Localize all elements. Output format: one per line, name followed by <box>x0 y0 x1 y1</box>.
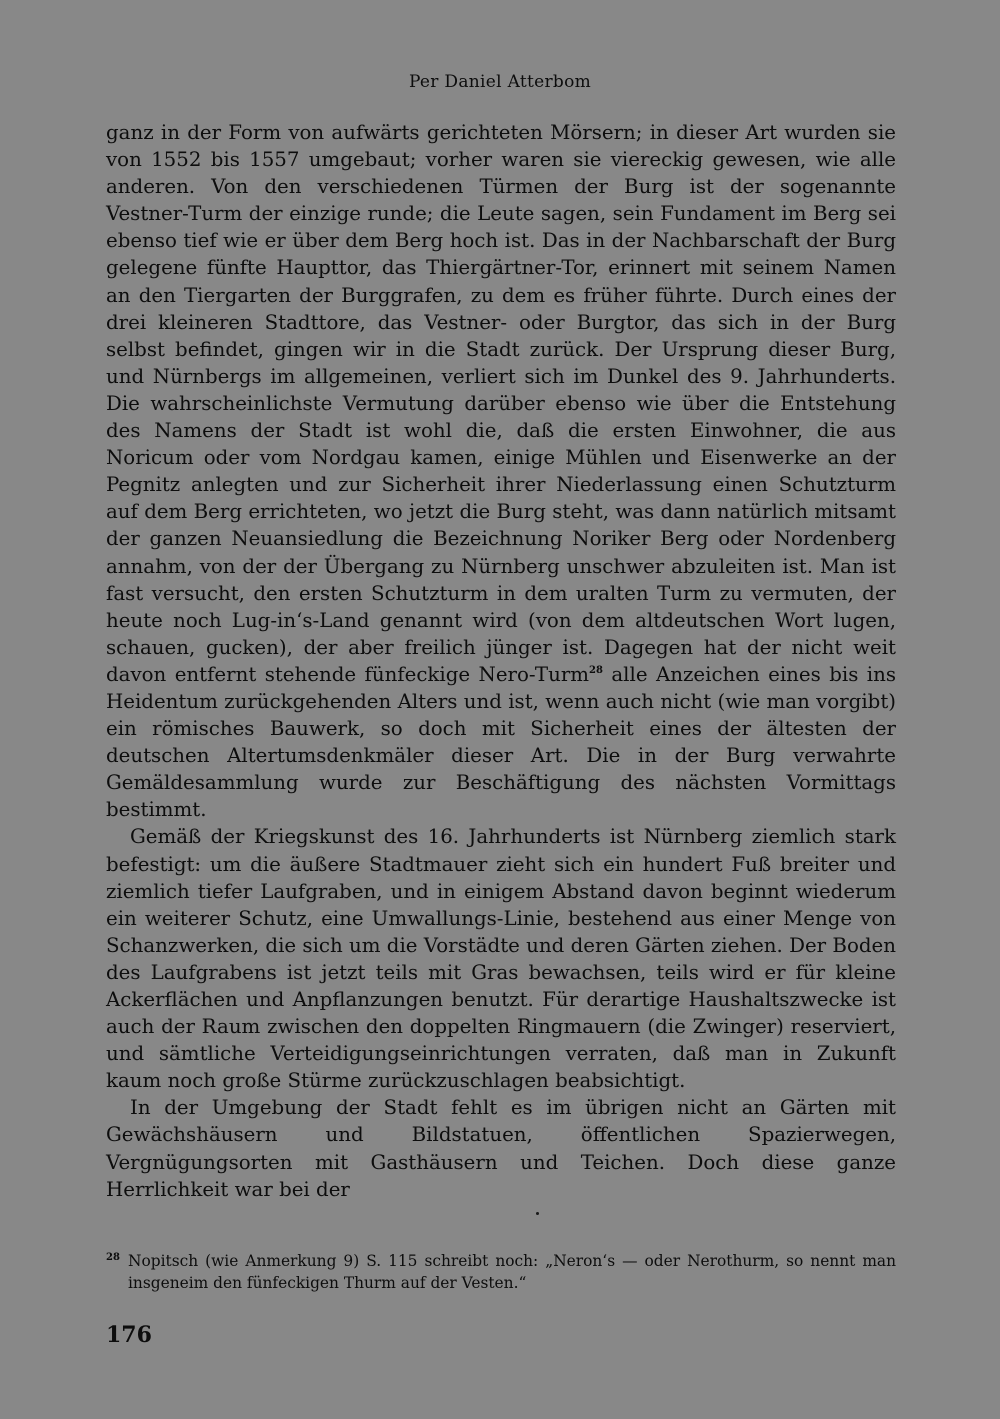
footnote-text: Nopitsch (wie Anmerkung 9) S. 115 schreibt noch: „Neron‘s — oder Nerothurm, so nennt man insgeneim den fünfeckigen Thurm auf der Vesten.“ <box>128 1252 896 1292</box>
paragraph-text: ganz in der Form von aufwärts gerichteten Mörsern; in dieser Art wurden sie von 1552 bis 1557 umgebaut; vorher waren sie viereckig gewesen, wie alle anderen. Von den verschiedenen Türmen der Burg ist der sogenannte Vestner-Turm der einzige runde; die Leute sagen, sein Fundament im Berg sei ebenso tief wie er über dem Berg hoch ist. Das in der Nachbarschaft der Burg gelegene fünfte Haupttor, das Thiergärtner-Tor, erinnert mit seinem Namen an den Tiergarten der Burggrafen, zu dem es früher führte. Durch eines der drei kleineren Stadttore, das Vestner- oder Burgtor, das sich in der Burg selbst befindet, gingen wir in die Stadt zurück. Der Ursprung dieser Burg, und Nürnbergs im allgemeinen, verliert sich im Dunkel des 9. Jahrhunderts. Die wahrscheinlichste Vermutung darüber ebenso wie über die Entstehung des Namens der Stadt ist wohl die, daß die ersten Einwohner, die aus Noricum oder vom Nordgau kamen, einige Mühlen und Eisenwerke an der Pegnitz anlegten und zur Sicherheit ihrer Niederlassung einen Schutzturm auf dem Berg errichteten, wo jetzt die Burg steht, was dann natürlich mitsamt der ganzen Neuansiedlung die Bezeichnung Noriker Berg oder Nordenberg annahm, von der der Übergang zu Nürnberg unschwer abzuleiten ist. Man ist fast versucht, den ersten Schutzturm in dem uralten Turm zu vermuten, der heute noch Lug-in‘s-Land genannt wird (von dem altdeutschen Wort lugen, schauen, gucken), der aber freilich jünger ist. Dagegen hat der nicht weit davon entfernt stehende fünfeckige Nero-Turm <box>106 121 896 686</box>
running-head: Per Daniel Atterbom <box>408 72 592 92</box>
footnote <box>106 1250 896 1294</box>
page-number: 176 <box>106 1322 152 1348</box>
body-text <box>106 119 896 1203</box>
paragraph: Gemäß der Kriegskunst des 16. Jahrhunderts ist Nürnberg ziemlich stark befestigt: um die äußere Stadtmauer zieht sich ein hundert Fuß breiter und ziemlich tiefer Laufgraben, und in einigem Abstand davon beginnt wiederum ein weiterer Schutz, eine Umwallungs-Linie, bestehend aus einer Menge von Schanzwerken, die sich um die Vorstädte und deren Gärten ziehen. Der Boden des Laufgrabens ist jetzt teils mit Gras bewachsen, teils wird er für kleine Ackerflächen und Anpflanzungen benutzt. Für derartige Haushaltszwecke ist auch der Raum zwischen den doppelten Ringmauern (die Zwinger) reserviert, und sämtliche Verteidigungseinrichtungen verraten, daß man in Zukunft kaum noch große Stürme zurückzuschlagen beabsichtigt. <box>106 825 896 1093</box>
footnote-separator-mark <box>536 1212 539 1215</box>
paragraph <box>106 119 896 823</box>
footnote-reference: 28 <box>589 664 603 676</box>
paragraph: In der Umgebung der Stadt fehlt es im übrigen nicht an Gärten mit Gewächshäusern und Bildstatuen, öffentlichen Spazierwegen, Vergnügungsorten mit Gasthäusern und Teichen. Doch diese ganze Herrlichkeit war bei der <box>106 1096 896 1201</box>
paragraph-text: alle Anzeichen eines bis ins Heidentum zurückgehenden Alters und ist, wenn auch nicht (wie man vorgibt) ein römisches Bauwerk, so doch mit Sicherheit eines der ältesten der deutschen Altertumsdenkmäler dieser Art. Die in der Burg verwahrte Gemäldesammlung wurde zur Beschäftigung des nächsten Vormittags bestimmt. <box>106 662 896 822</box>
footnote-marker: 28 <box>106 1252 120 1263</box>
